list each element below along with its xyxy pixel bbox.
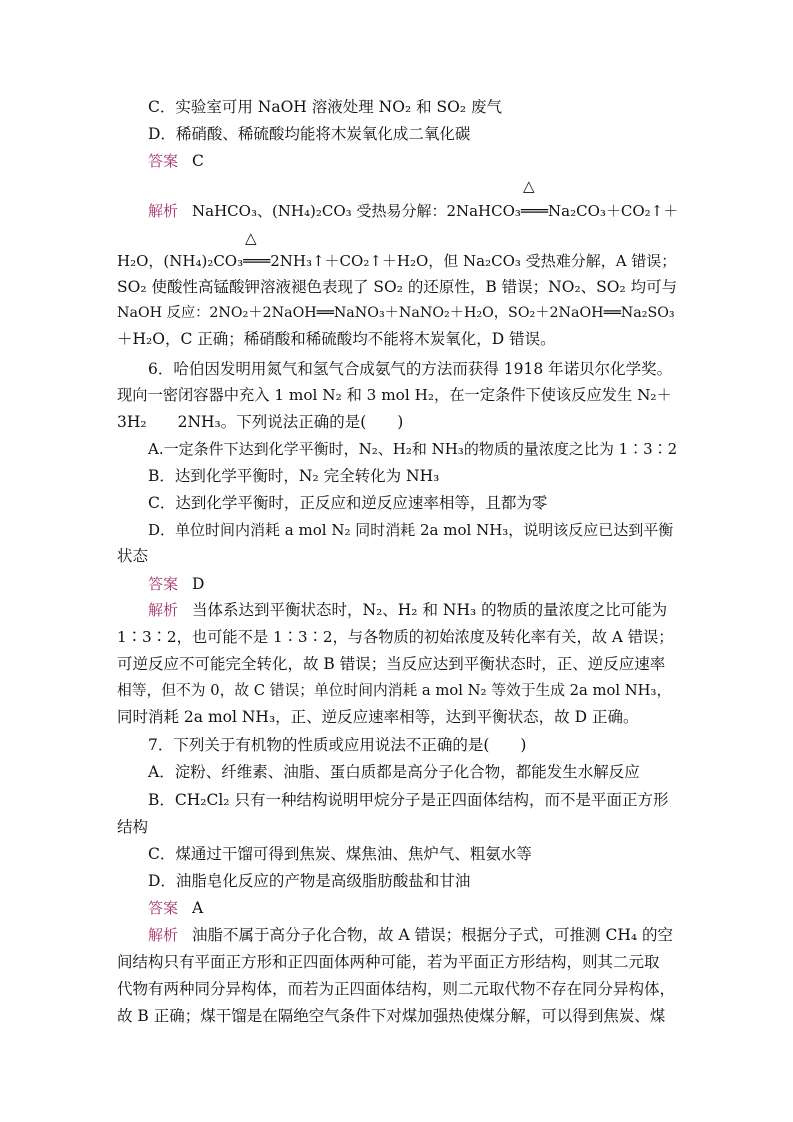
q7-stem: 7．下列关于有机物的性质或应用说法不正确的是( ) bbox=[148, 736, 527, 754]
q6-analysis-line-5: 同时消耗 2a mol NH₃，正、逆反应速率相等，达到平衡状态，故 D 正确。 bbox=[117, 708, 639, 726]
analysis-label: 解析 bbox=[148, 601, 179, 619]
q7-analysis-line-1: 解析 油脂不属于高分子化合物，故 A 错误；根据分子式，可推测 CH₄ 的空 bbox=[148, 926, 674, 944]
answer-value: D bbox=[192, 575, 205, 593]
q7-option-d: D．油脂皂化反应的产物是高级脂肪酸盐和甘油 bbox=[148, 872, 471, 890]
q6-option-c: C．达到化学平衡时，正反应和逆反应速率相等，且都为零 bbox=[148, 494, 548, 512]
q7-option-c: C．煤通过干馏可得到焦炭、煤焦油、焦炉气、粗氨水等 bbox=[148, 845, 532, 863]
q6-analysis-line-4: 相等，但不为 0，故 C 错误；单位时间内消耗 a mol N₂ 等效于生成 2a mol NH₃， bbox=[117, 682, 672, 699]
q6-analysis-line-2: 1∶3∶2，也可能不是 1∶3∶2，与各物质的初始浓度及转化率有关，故 A 错误； bbox=[117, 628, 674, 646]
q7-answer-row bbox=[148, 895, 678, 921]
q6-stem-line-1: 6．哈伯因发明用氮气和氢气合成氨气的方法而获得 1918 年诺贝尔化学奖。 bbox=[148, 360, 673, 378]
q6-stem-line-2: 现向一密闭容器中充入 1 mol N₂ 和 3 mol H₂，在一定条件下使该反应发生 N₂＋ bbox=[117, 386, 672, 404]
answer-value: A bbox=[192, 899, 204, 917]
q6-option-a: A.一定条件下达到化学平衡时，N₂、H₂和 NH₃的物质的量浓度之比为 1∶3∶2 bbox=[148, 440, 678, 458]
q6-stem-line-3: 3H₂ 2NH₃。下列说法正确的是( ) bbox=[117, 413, 404, 431]
q7-option-b-line-2: 结构 bbox=[117, 818, 149, 836]
q6-analysis-line-1: 解析 当体系达到平衡状态时，N₂、H₂ 和 NH₃ 的物质的量浓度之比可能为 bbox=[148, 601, 668, 619]
q7-option-b-line-1: B．CH₂Cl₂ 只有一种结构说明甲烷分子是正四面体结构，而不是平面正方形 bbox=[148, 791, 669, 809]
q5-analysis-line-2: H₂O，(NH₄)₂CO₃═══2NH₃↑＋CO₂↑＋H₂O，但 Na₂CO₃ 受热难分解，A 错误； bbox=[117, 252, 677, 270]
analysis-label: 解析 bbox=[148, 202, 179, 220]
q5-analysis-line-1: 解析 NaHCO₃、(NH₄)₂CO₃ 受热易分解：2NaHCO₃═══Na₂CO₃＋CO₂↑＋ bbox=[148, 202, 679, 220]
q7-option-a: A．淀粉、纤维素、油脂、蛋白质都是高分子化合物，都能发生水解反应 bbox=[148, 763, 640, 781]
analysis-label: 解析 bbox=[148, 926, 179, 944]
answer-value: C bbox=[192, 152, 204, 170]
answer-label: 答案 bbox=[148, 899, 179, 917]
q6-analysis-line-3: 可逆反应不可能完全转化，故 B 错误；当反应达到平衡状态时，正、逆反应速率 bbox=[117, 655, 666, 673]
q7-analysis-line-2: 间结构只有平面正方形和正四面体两种可能，若为平面正方形结构，则其二元取 bbox=[117, 953, 660, 971]
q5-analysis-line-3: SO₂ 使酸性高锰酸钾溶液褪色表现了 SO₂ 的还原性，B 错误；NO₂、SO₂ 均可与 bbox=[117, 278, 678, 296]
q5-analysis-line-5: ＋H₂O，C 正确；稀硝酸和稀硫酸均不能将木炭氧化，D 错误。 bbox=[117, 330, 556, 348]
q5-option-c: C．实验室可用 NaOH 溶液处理 NO₂ 和 SO₂ 废气 bbox=[148, 98, 502, 116]
q7-analysis-line-3: 代物有两种同分异构体，而若为正四面体结构，则二元取代物不存在同分异构体， bbox=[117, 980, 676, 998]
q5-analysis-line-4: NaOH 反应：2NO₂＋2NaOH══NaNO₃＋NaNO₂＋H₂O，SO₂＋2NaOH══Na₂SO₃ bbox=[117, 305, 675, 321]
answer-label: 答案 bbox=[148, 575, 179, 593]
heat-symbol: △ bbox=[245, 229, 257, 247]
heat-symbol: △ bbox=[523, 177, 535, 195]
q6-option-d-line-2: 状态 bbox=[117, 547, 149, 565]
q6-option-b: B．达到化学平衡时，N₂ 完全转化为 NH₃ bbox=[148, 467, 440, 485]
q6-answer-row bbox=[148, 571, 678, 597]
answer-label: 答案 bbox=[148, 152, 179, 170]
q5-answer-row bbox=[148, 148, 678, 174]
q6-option-d-line-1: D．单位时间内消耗 a mol N₂ 同时消耗 2a mol NH₃，说明该反应已达到平衡 bbox=[148, 521, 674, 539]
q7-analysis-line-4: 故 B 正确；煤干馏是在隔绝空气条件下对煤加强热使煤分解，可以得到焦炭、煤 bbox=[117, 1007, 666, 1025]
q5-option-d: D．稀硝酸、稀硫酸均能将木炭氧化成二氧化碳 bbox=[148, 125, 471, 143]
